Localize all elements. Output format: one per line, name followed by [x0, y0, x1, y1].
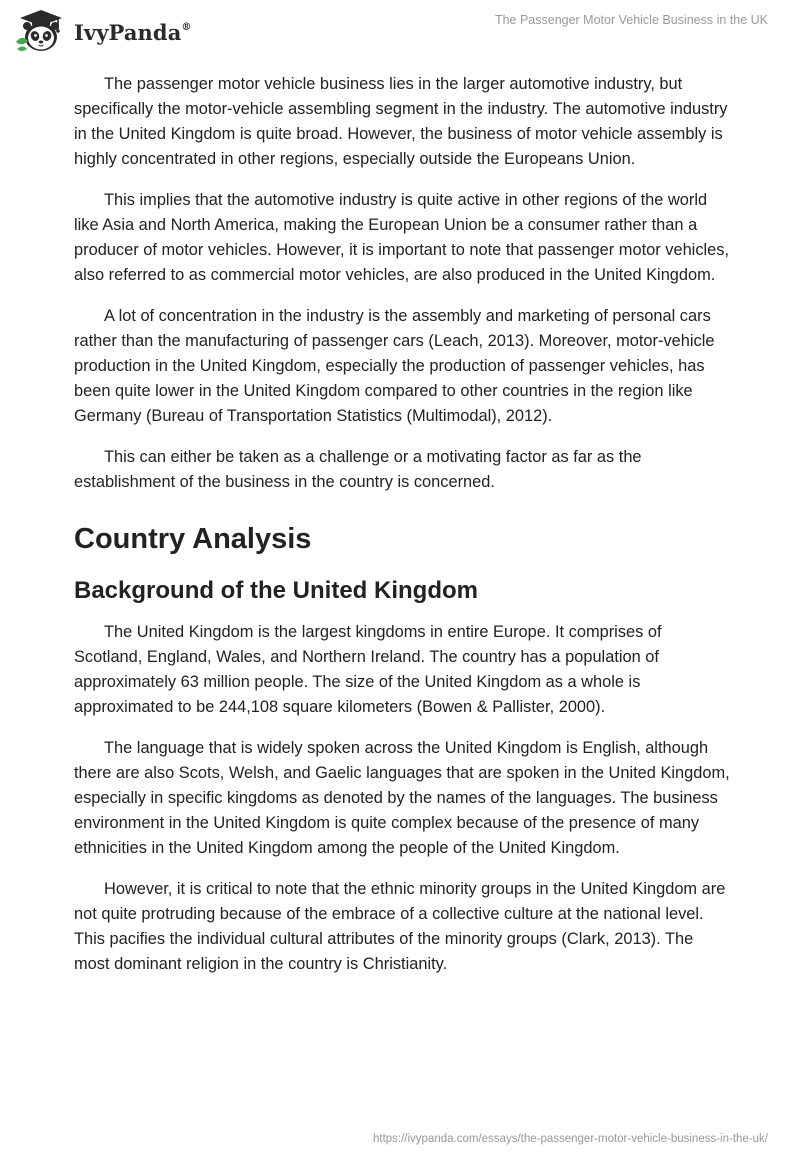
source-url[interactable]: https://ivypanda.com/essays/the-passenger-motor-vehicle-business-in-the-uk/: [372, 1133, 768, 1145]
article-body: [74, 72, 730, 993]
section-heading: Country Analysis: [74, 523, 312, 555]
page-header: [0, 0, 800, 60]
registered-mark: ®: [181, 21, 192, 33]
background-paragraph-2: The language that is widely spoken across the United Kingdom is English, although there are also Scots, Welsh, and Gaelic languages that are spoken in the United Kingdom, especially in specific kingdoms as denoted by the names of the languages. The business environment in the United Kingdom is quite complex because of the presence of many ethnicities in the United Kingdom among the people of the United Kingdom.: [74, 739, 730, 857]
subsection-heading: Background of the United Kingdom: [74, 577, 478, 604]
intro-paragraph-3: A lot of concentration in the industry is the assembly and marketing of personal cars rather than the manufacturing of passenger cars (Leach, 2013). Moreover, motor-vehicle production in the United Kingdom, especially the production of passenger vehicles, has been quite lower in the United Kingdom compared to other countries in the region like Germany (Bureau of Transportation Statistics (Multimodal), 2012).: [74, 307, 715, 425]
intro-paragraph-1: The passenger motor vehicle business lies in the larger automotive industry, but specifically the motor-vehicle assembling segment in the industry. The automotive industry in the United Kingdom is quite broad. However, the business of motor vehicle assembly is highly concentrated in other regions, especially outside the Europeans Union.: [74, 75, 728, 168]
background-paragraph-1: The United Kingdom is the largest kingdoms in entire Europe. It comprises of Scotland, England, Wales, and Northern Ireland. The country has a population of approximately 63 million people. The size of the United Kingdom as a whole is approximated to be 244,108 square kilometers (Bowen & Pallister, 2000).: [74, 623, 662, 716]
background-paragraph-3: However, it is critical to note that the ethnic minority groups in the United Kingdom are not quite protruding because of the embrace of a collective culture at the national level. This pacifies the individual cultural attributes of the minority groups (Clark, 2013). The most dominant religion in the country is Christianity.: [74, 880, 726, 973]
running-title: The Passenger Motor Vehicle Business in the UK: [494, 13, 768, 27]
intro-paragraph-4: This can either be taken as a challenge or a motivating factor as far as the establishment of the business in the country is concerned.: [74, 448, 642, 491]
panda-graduate-icon: [14, 8, 66, 54]
brand-name: [74, 20, 192, 45]
brand-wordmark: IvyPanda: [74, 19, 182, 45]
intro-paragraph-2: This implies that the automotive industry is quite active in other regions of the world like Asia and North America, making the European Union be a consumer rather than a producer of motor vehicles. However, it is important to note that passenger motor vehicles, also referred to as commercial motor vehicles, are also produced in the United Kingdom.: [74, 191, 730, 284]
ivypanda-logo[interactable]: [14, 8, 192, 54]
